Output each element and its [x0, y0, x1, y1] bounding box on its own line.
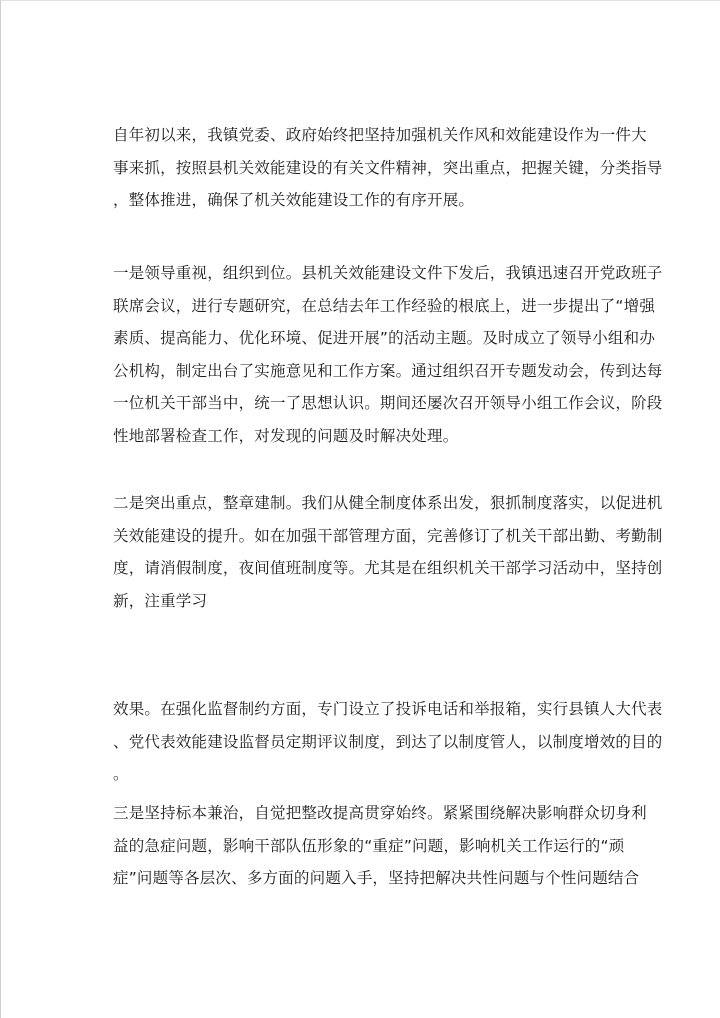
text-line: 益的急症问题，影响干部队伍形象的“重症”问题，影响机关工作运行的“顽 — [113, 836, 625, 855]
paragraph-leadership — [113, 257, 663, 452]
text-line: 二是突出重点，整章建制。我们从健全制度体系出发，狠抓制度落实，以促进机 — [113, 494, 663, 512]
paragraph-rectification — [113, 797, 647, 895]
text-line: 一是领导重视，组织到位。县机关效能建设文件下发后，我镇迅速召开党政班子 — [113, 264, 663, 282]
text-line: 素质、提高能力、优化环境、促进开展”的活动主题。及时成立了领导小组和办 — [113, 329, 656, 347]
paragraph-regulations — [113, 487, 663, 617]
text-line: 度，请消假制度，夜间值班制度等。尤其是在组织机关干部学习活动中，坚持创 — [113, 559, 663, 577]
text-line: 自年初以来，我镇党委、政府始终把坚持加强机关作风和效能建设作为一件大 — [113, 126, 647, 144]
text-line: 三是坚持标本兼治，自觉把整改提高贯穿始终。紧紧围绕解决影响群众切身利 — [113, 804, 647, 822]
text-line: 、党代表效能建设监督员定期评议制度，到达了以制度管人，以制度增效的目的 — [113, 732, 663, 751]
paragraph-intro — [113, 119, 663, 217]
text-line: 事来抓，按照县机关效能建设的有关文件精神，突出重点，把握关键，分类指导 — [113, 158, 663, 177]
text-line: 一位机关干部当中，统一了思想认识。期间还屡次召开领导小组工作会议，阶段 — [113, 394, 663, 412]
text-line: 性地部署检查工作，对发现的问题及时解决处理。 — [113, 426, 459, 445]
text-line: 联席会议，进行专题研究，在总结去年工作经验的根底上，进一步提出了“增强 — [113, 296, 656, 315]
text-line: 效果。在强化监督制约方面，专门设立了投诉电话和举报箱，实行县镇人大代表 — [113, 700, 663, 718]
text-line: 关效能建设的提升。如在加强干部管理方面，完善修订了机关干部出勤、考勤制 — [113, 526, 663, 545]
text-line: 。 — [113, 765, 129, 783]
text-line: 症”问题等各层次、多方面的问题入手，坚持把解决共性问题与个性问题结合 — [113, 869, 640, 887]
text-line: ，整体推进，确保了机关效能建设工作的有序开展。 — [113, 191, 475, 209]
text-line: 新，注重学习 — [113, 591, 208, 610]
text-line: 公机构，制定出台了实施意见和工作方案。通过组织召开专题发动会，传到达每 — [113, 361, 663, 380]
paragraph-supervision — [113, 693, 663, 791]
